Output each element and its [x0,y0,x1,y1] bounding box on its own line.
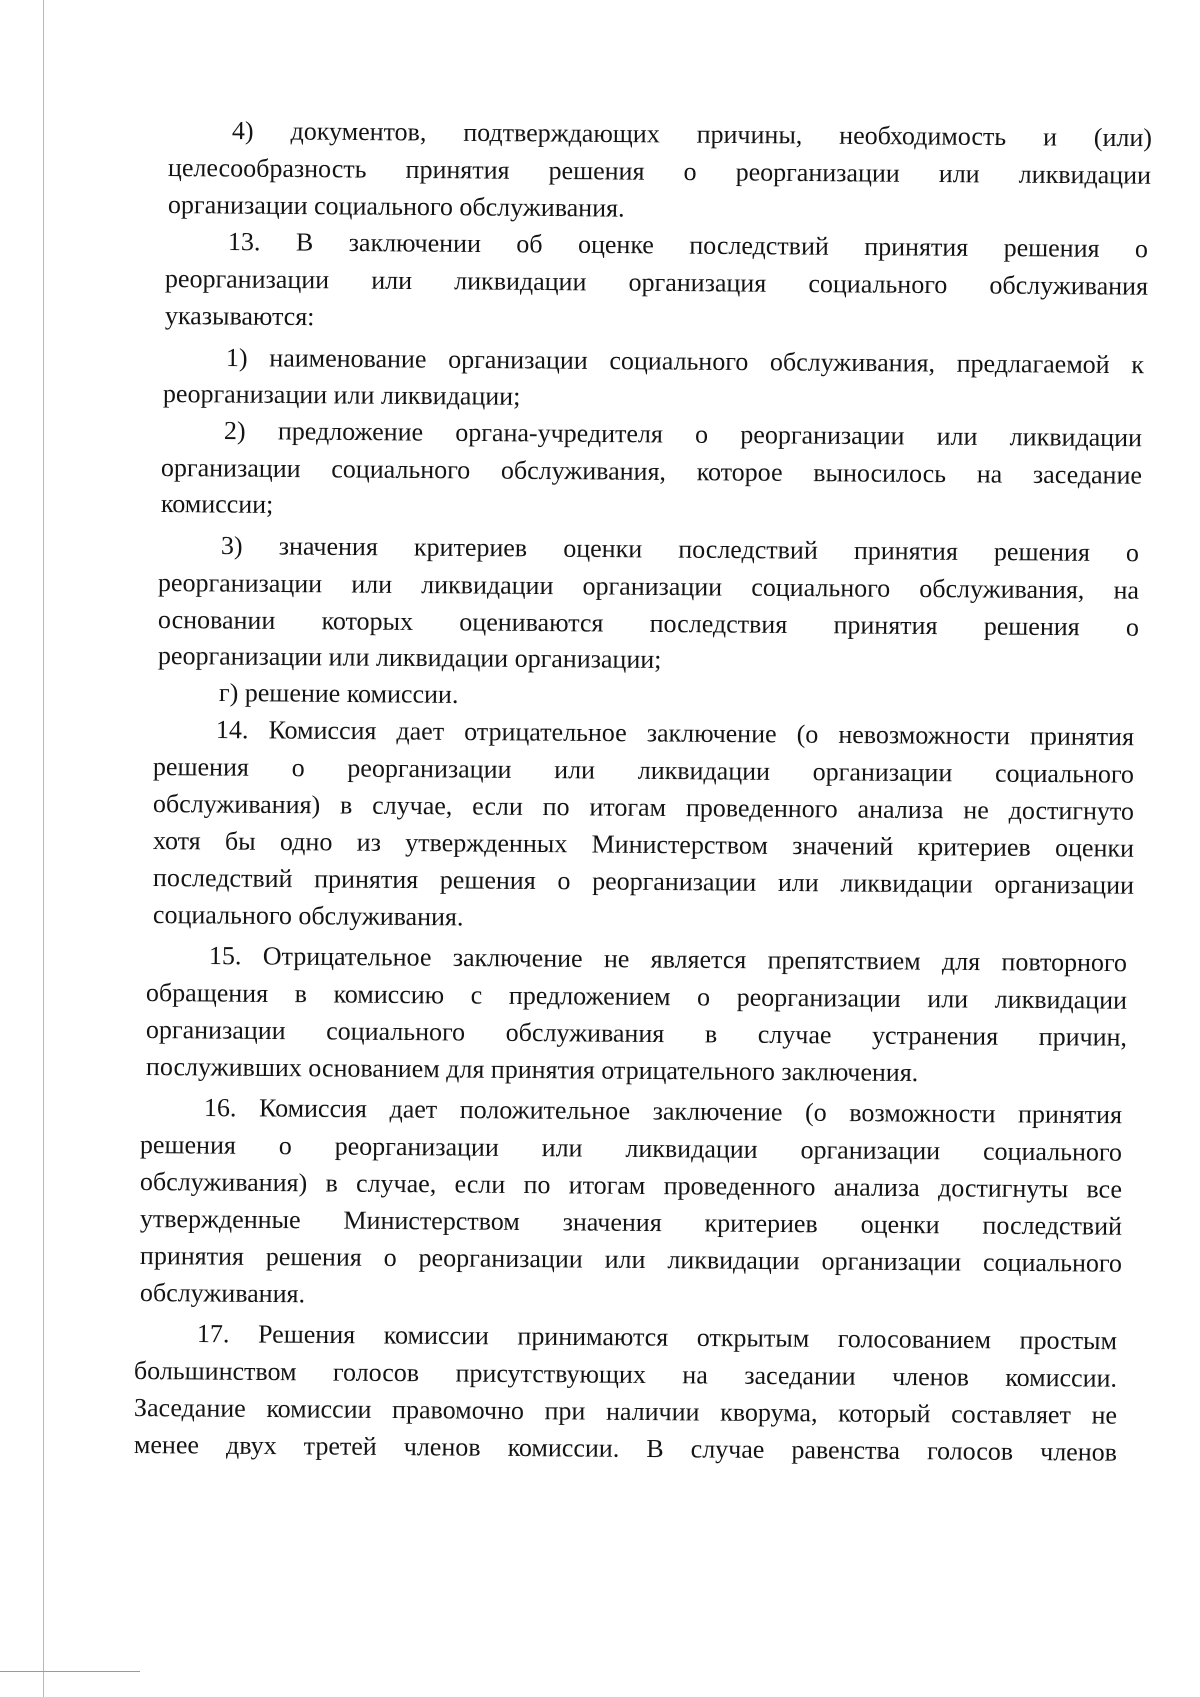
text-line: Заседание комиссии правомочно при наличии кворума, который составляет не [133,1393,1118,1430]
text-line: обслуживания) в случае, если по итогам проведенного анализа достигнуты все [139,1167,1123,1204]
text-line: утвержденные Министерством значения критериев оценки последствий [139,1204,1123,1241]
text-line: послуживших основанием для принятия отрицательного заключения. [145,1052,919,1088]
text-line: обслуживания) в случае, если по итогам проведенного анализа не достигнуто [152,789,1135,826]
text-line: 14. Комиссия дает отрицательное заключение (о невозможности принятия [215,715,1135,752]
text-line: менее двух третей членов комиссии. В случае равенства голосов членов [133,1430,1118,1467]
text-line: 3) значения критериев оценки последствий принятия решения о [220,531,1140,568]
text-line: организации социального обслуживания в случае устранения причин, [145,1015,1128,1052]
text-line: основании которых оцениваются последствия принятия решения о [157,605,1140,642]
text-line: 13. В заключении об оценке последствий принятия решения о [227,227,1149,264]
text-line: принятия решения о реорганизации или ликвидации организации социального [139,1241,1123,1278]
text-line: реорганизации или ликвидации организации; [157,641,662,674]
text-line: г) решение комиссии. [218,678,459,709]
text-line: решения о реорганизации или ликвидации организации социального [139,1130,1123,1167]
text-line: хотя бы одно из утвержденных Министерством значений критериев оценки [152,826,1135,863]
text-line: последствий принятия решения о реорганизации или ликвидации организации [152,863,1135,900]
text-line: организации социального обслуживания. [167,190,625,223]
text-line: большинством голосов присутствующих на заседании членов комиссии. [133,1356,1118,1393]
text-line: обслуживания. [139,1278,306,1309]
text-line: реорганизации или ликвидации; [162,379,521,411]
text-line: указываются: [164,301,315,332]
text-line: реорганизации или ликвидации организация социального обслуживания [164,264,1149,301]
text-line: 2) предложение органа-учредителя о реорганизации или ликвидации [223,416,1143,453]
text-line: комиссии; [160,489,274,519]
text-line: 1) наименование организации социального обслуживания, предлагаемой к [225,343,1145,380]
text-line: решения о реорганизации или ликвидации организации социального [152,752,1135,789]
text-line: 17. Решения комиссии принимаются открытым голосованием простым [196,1319,1118,1356]
text-line: реорганизации или ликвидации организации социального обслуживания, на [157,568,1140,605]
text-line: 4) документов, подтверждающих причины, необходимость и (или) [231,116,1153,153]
text-line: организации социального обслуживания, которое выносилось на заседание [160,453,1143,490]
text-line: обращения в комиссию с предложением о реорганизации или ликвидации [145,978,1128,1015]
text-line: 16. Комиссия дает положительное заключение (о возможности принятия [203,1093,1123,1130]
text-line: 15. Отрицательное заключение не является препятствием для повторного [208,941,1128,978]
text-line: социального обслуживания. [152,900,464,932]
text-line: целесообразность принятия решения о реорганизации или ликвидации [167,153,1152,190]
